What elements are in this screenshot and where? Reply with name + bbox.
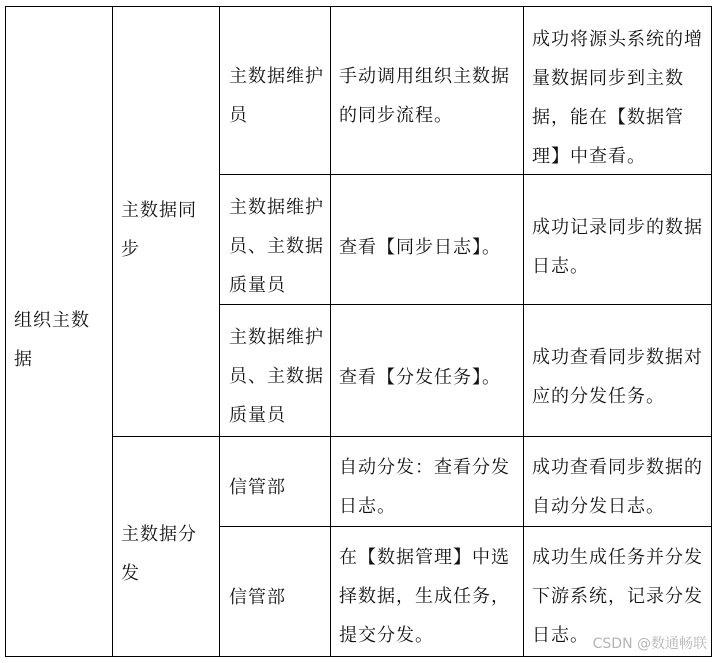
row3-result: 成功查看同步数据对应的分发任务。	[532, 347, 703, 407]
row5-result: 成功生成任务并分发下游系统，记录分发日志。	[532, 547, 703, 646]
subcategory-distribute: 主数据分发	[121, 524, 197, 584]
row-divider-3	[112, 436, 712, 437]
row4-result: 成功查看同步数据的自动分发日志。	[532, 457, 703, 517]
table-border-left	[5, 6, 6, 657]
row1-action: 手动调用组织主数据的同步流程。	[339, 66, 510, 126]
subcategory-sync: 主数据同步	[121, 200, 197, 260]
row2-role: 主数据维护员、主数据质量员	[229, 197, 324, 296]
row3-action: 查看【分发任务】。	[339, 367, 501, 388]
col-divider-1	[112, 6, 113, 657]
row2-action: 查看【同步日志】。	[339, 237, 501, 258]
row1-role: 主数据维护员	[229, 66, 324, 126]
col-divider-2	[219, 6, 220, 657]
row2-result: 成功记录同步的数据日志。	[532, 217, 703, 277]
category-org-master-data: 组织主数据	[14, 310, 90, 370]
row3-role: 主数据维护员、主数据质量员	[229, 327, 324, 426]
row5-role: 信管部	[229, 587, 286, 608]
table-border-right	[711, 6, 712, 657]
row4-role: 信管部	[229, 477, 286, 498]
row4-action: 自动分发：查看分发日志。	[339, 457, 510, 517]
col-divider-3	[330, 6, 331, 657]
row5-action: 在【数据管理】中选择数据，生成任务，提交分发。	[339, 547, 510, 646]
row-divider-4	[219, 526, 712, 527]
watermark: CSDN @数通畅联	[592, 636, 707, 652]
col-divider-4	[523, 6, 524, 657]
row1-result: 成功将源头系统的增量数据同步到主数据，能在【数据管理】中查看。	[532, 29, 703, 167]
